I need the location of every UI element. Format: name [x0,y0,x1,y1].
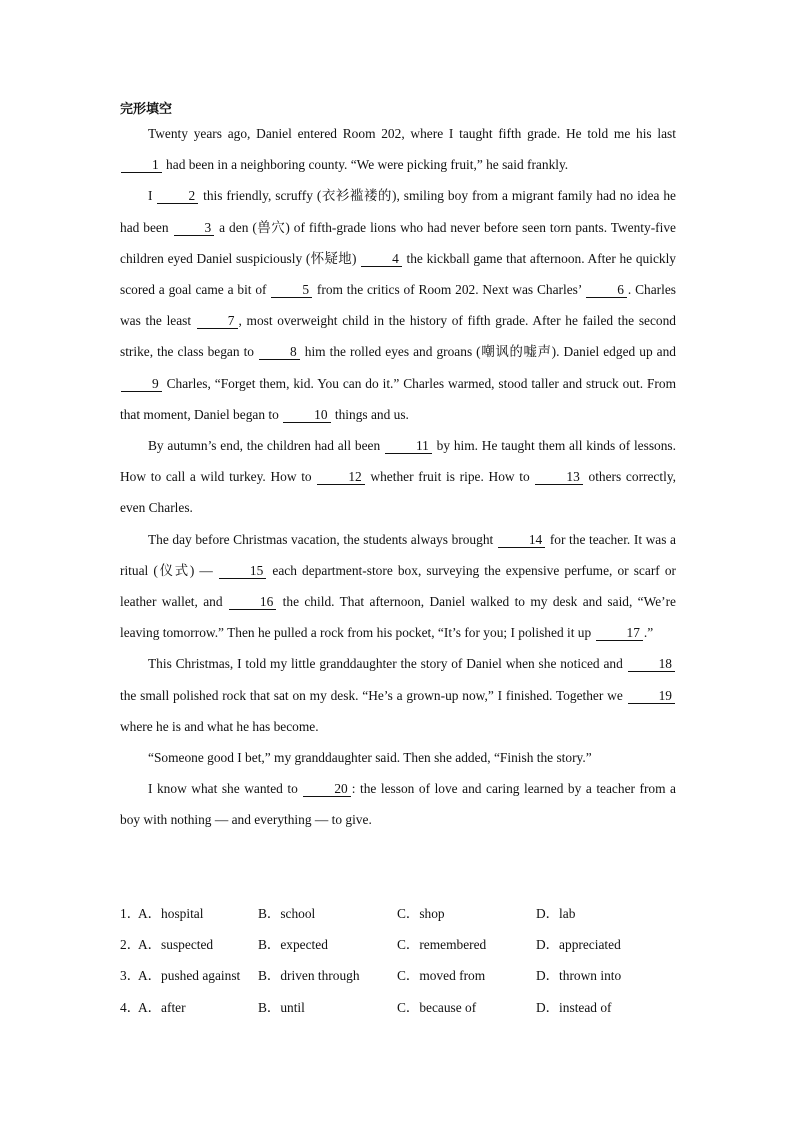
passage-text: for the teacher. It was a ritual (仪式) — [120,531,676,578]
blank-number: 1 [121,157,162,173]
passage-text: him the rolled eyes and groans (嘲讽的嘘声). Daniel edged up and [300,344,676,360]
blank-number: 14 [498,532,545,548]
passage-paragraph [120,180,676,430]
blank-number: 2 [157,188,198,204]
passage-text: things and us. [331,406,409,422]
answer-choice: D．thrown into [536,968,622,984]
passage-text: I [148,188,157,204]
passage-text: the small polished rock that sat on my desk. “He’s a grown-up now,” I finished. Together we [120,687,627,703]
blank-number: 16 [229,594,276,610]
passage-text: each department-store box, surveying the expensive perfume, or scarf or leather wallet, and [120,562,676,610]
section-title: 完形填空 [120,102,173,117]
passage-text: . Charles was the least [120,282,676,329]
blank-number: 11 [385,438,432,454]
passage-text: The day before Christmas vacation, the students always brought [148,531,497,547]
passage-text: where he is and what he has become. [120,718,319,734]
passage-text: a den (兽穴) of fifth-grade lions who had never before seen torn pants. Twenty-five children eyed Daniel suspiciously (怀疑地) [120,219,676,266]
passage-paragraph [120,430,676,524]
passage-paragraph [120,773,676,835]
answer-choice: C．because of [397,999,477,1015]
passage-text: By autumn’s end, the children had all been [148,438,384,454]
answer-choice: A．pushed against [138,968,241,984]
blank-number: 5 [271,282,312,298]
answer-choice: C．remembered [397,937,487,953]
blank-number: 6 [586,282,627,298]
passage-text: “Someone good I bet,” my granddaughter said. Then she added, “Finish the story.” [148,750,592,766]
passage-paragraph [120,524,676,649]
answer-choice: B．driven through [258,968,360,984]
passage-text: this friendly, scruffy (衣衫褴褛的), smiling boy from a migrant family had no idea he had been [120,188,676,235]
answer-choice: A．hospital [138,906,204,922]
passage-text: from the critics of Room 202. Next was Charles’ [313,282,586,298]
passage-text: had been in a neighboring county. “We were picking fruit,” he said frankly. [162,157,569,173]
answer-choice: D．appreciated [536,937,621,953]
blank-number: 10 [283,407,330,423]
passage-text: the child. That afternoon, Daniel walked to my desk and said, “We’re leaving tomorrow.” Then he pulled a rock from his pocket, “It’s for you; I polished it up [120,594,677,641]
blank-number: 20 [303,781,350,797]
passage-text: .” [643,625,654,641]
answer-choice: C．moved from [397,968,486,984]
blank-number: 13 [535,469,582,485]
passage-paragraph [120,742,676,773]
answer-choice: B．school [258,906,316,922]
cloze-passage [120,118,676,836]
question-number: 4． [120,999,141,1015]
question-number: 2． [120,937,141,953]
option-row [120,959,680,990]
answer-choice: B．expected [258,937,328,953]
passage-text: by him. He taught them all kinds of lessons. How to call a wild turkey. How to [120,438,676,485]
blank-number: 18 [628,656,675,672]
option-row [120,897,680,928]
blank-number: 4 [361,251,402,267]
blank-number: 15 [219,563,266,579]
option-row [120,991,680,1022]
passage-text: Charles, “Forget them, kid. You can do it.” Charles warmed, stood taller and struck out. From that moment, Daniel began to [120,375,676,422]
blank-number: 9 [121,376,162,392]
blank-number: 8 [259,344,300,360]
blank-number: 19 [628,688,675,704]
answer-choice: A．suspected [138,937,214,953]
passage-text: the kickball game that afternoon. After he quickly scored a goal came a bit of [120,250,676,298]
blank-number: 3 [174,220,215,236]
passage-paragraph [120,118,676,180]
passage-paragraph [120,648,676,742]
passage-text: Twenty years ago, Daniel entered Room 202, where I taught fifth grade. He told me his last [148,126,676,141]
blank-number: 7 [197,313,238,329]
answer-choice: B．until [258,999,305,1015]
passage-text: I know what she wanted to [148,781,303,797]
passage-text: This Christmas, I told my little granddaughter the story of Daniel when she noticed and [148,656,627,672]
option-row [120,928,680,959]
passage-text: , most overweight child in the history of fifth grade. After he failed the second strike, the class began to [120,313,676,360]
answer-choice: D．lab [536,906,576,922]
blank-number: 17 [596,625,643,641]
question-number: 1． [120,906,141,922]
passage-text: others correctly, even Charles. [120,469,676,516]
passage-text: whether fruit is ripe. How to [365,469,535,485]
answer-choice: C．shop [397,906,445,922]
answer-choice: A．after [138,999,186,1015]
answer-options [120,897,680,1022]
passage-text: : the lesson of love and caring learned by a teacher from a boy with nothing — and everything — to give. [120,781,677,828]
answer-choice: D．instead of [536,999,612,1015]
blank-number: 12 [317,469,364,485]
question-number: 3． [120,968,141,984]
